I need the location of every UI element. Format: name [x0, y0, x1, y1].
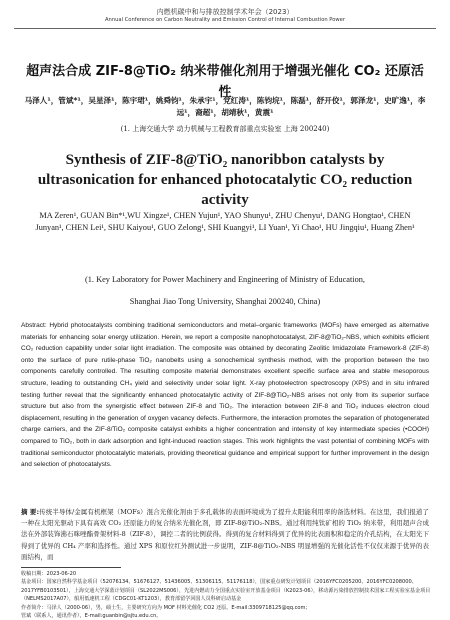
header-rule: [14, 28, 436, 29]
conference-title-cn: 内燃机碳中和与排放控制学术年会（2023）: [156, 8, 294, 16]
abstract-cn-label: 摘 要:: [21, 508, 40, 516]
abstract-en: [21, 320, 429, 471]
footnote-received: 收稿日期：2023-06-20: [21, 571, 77, 577]
abstract-cn-text: 传统半导体/金属有机框架（MOFs）混合光催化剂由于多孔载体的表面环境成为了提升太阳能利用率的备选材料。在这里，我们报道了一种在太阳光驱动下具有高效 CO₂ 还原能力的复合纳米光催化剂，即 ZIF-8@TiO₂-NBS。通过利用纯钛矿相的 TiO₂ 纳米带，利用超声合成法在外部装饰沸石咪唑酯骨架材料-8（ZIF-8），调控二者的比例获得。得到的复合材料得到了优异的比表面积和稳定的介孔结构，在太阳光下得到了优异的 CH₄ 产率和选择性。通过 XPS 和原位红外测试进一步说明，ZIF-8@TiO₂-NBS 明显增强的光催化活性不仅仅来源于优异的表面结构，而: [21, 508, 429, 561]
footnote-rule: [21, 567, 121, 568]
affiliation-cn: (1. 上海交通大学 动力机械与工程教育部重点实验室 上海 200240): [120, 125, 330, 133]
abstract-label: Abstract:: [21, 322, 47, 329]
affiliation-en-line1: (1. Key Laboratory for Power Machinery and Engineering of Ministry of Education,: [85, 275, 365, 284]
author-list-en: MA Zeren¹, GUAN Bin*¹,WU Xingze¹, CHEN Yujun¹, YAO Shunyu¹, ZHU Chenyu¹, DANG Hongtao¹, CHEN Junyan¹, CHEN Lei¹, SHU Kaiyou¹, GUO Zelong¹, SHI Kuangyi¹, LI Yuan¹, Yi Chao¹, HU Jingqiu¹, Huang Zhen¹: [35, 211, 415, 232]
conference-header: [0, 8, 450, 24]
paper-title-cn: 超声法合成 ZIF-8@TiO₂ 纳米带催化剂用于增强光催化 CO₂ 还原活性: [26, 64, 424, 100]
affiliation-en: [20, 273, 430, 308]
affiliation-en-line2: Shanghai Jiao Tong University, Shanghai 200240, China): [129, 297, 321, 306]
footnote-corresponding: 管斌（联系人，通讯作者），E-mail:guanbin@sjtu.edu.cn。: [21, 613, 162, 620]
footnote-funding: 基金项目：国家自然科学基金项目（52076134、51676127、51436005、51306115、51176118），国家重点研发计划项目（2016YFC0205200、2016YFC0208000、2017YFB0103501），上海交通大学深蓝计划项目（SL2022MS006），先进内燃动力全国重点实验室开放基金项目（K2023-06），移动源污染排放控制技术国家工程实验室基金项目（NELMS2017A07），船用低速机工程（CDGC01-KT1203），教育部留学回国人员科研启动基金: [21, 579, 431, 603]
author-list-cn: 马泽人¹，管斌*¹，吴星泽¹，陈宇珺¹，姚舜钧¹，朱承宇¹，党红涛¹，陈钧垸¹，陈磊¹，舒开佼¹，郭泽龙¹，史旷逸¹，李远¹，裔超¹，胡靖秋¹，黄震¹: [24, 96, 426, 117]
abstract-text: Hybrid photocatalysts combining traditional semiconductors and metal–organic frameworks (MOFs) have emerged as alternative materials for enhancing solar energy utilization. Herein, we report a composite nanophotocatalyst, ZIF-8@TiO₂-NBS, which exhibits efficient CO₂ reduction capability under solar light irradiation. The composite was obtained by decorating Zeolitic Imidazolate Framework-8 (ZIF-8) onto the surface of pure rutile-phase TiO₂ nanobelts using a sonochemical synthesis method, with the proportion between the two components carefully controlled. The resulting composite material demonstrates excellent specific surface area and stable mesoporous structure, leading to outstanding CH₄ yield and selectivity under solar light. X-ray photoelectron spectroscopy (XPS) and in situ infrared testing further reveal that the significantly enhanced photocatalytic activity of ZIF-8@TiO₂-NBS arises not only from its superior surface structure but also from the synergistic effect between ZIF-8 and TiO₂. The interaction between ZIF-8 and TiO₂ induces electron cloud displacement, resulting in the generation of oxygen vacancy defects. Furthermore, the interaction promotes the separation of photogenerated charge carriers, and the ZIF-8/TiO₂ composite catalyst exhibits a higher concentration and intensity of key intermediate species (•COOH) compared to TiO₂, both in dark adsorption and light-induced reaction stages. This work highlights the vast potential of combining MOFs with traditional semiconductor photocatalytic materials, providing theoretical guidance and empirical support for further improvement in the design and selection of photocatalysts.: [21, 322, 429, 469]
paper-title-en: Synthesis of ZIF-8@TiO₂ nanoribbon catalysts by ultrasonication for enhanced photocatalytic CO₂ reduction activity: [37, 152, 413, 208]
conference-title-en: Annual Conference on Carbon Neutrality and Emission Control of Internal Combustion Power: [105, 17, 345, 23]
footnotes: [21, 570, 431, 620]
abstract-cn: [21, 507, 429, 563]
footnote-author-bio: 作者简介：马泽人（2000-06），男，硕士生，主要研究方向为 MOF 材料光催化 CO2 还原。E-mail:3309718125@qq.com；: [21, 604, 311, 611]
